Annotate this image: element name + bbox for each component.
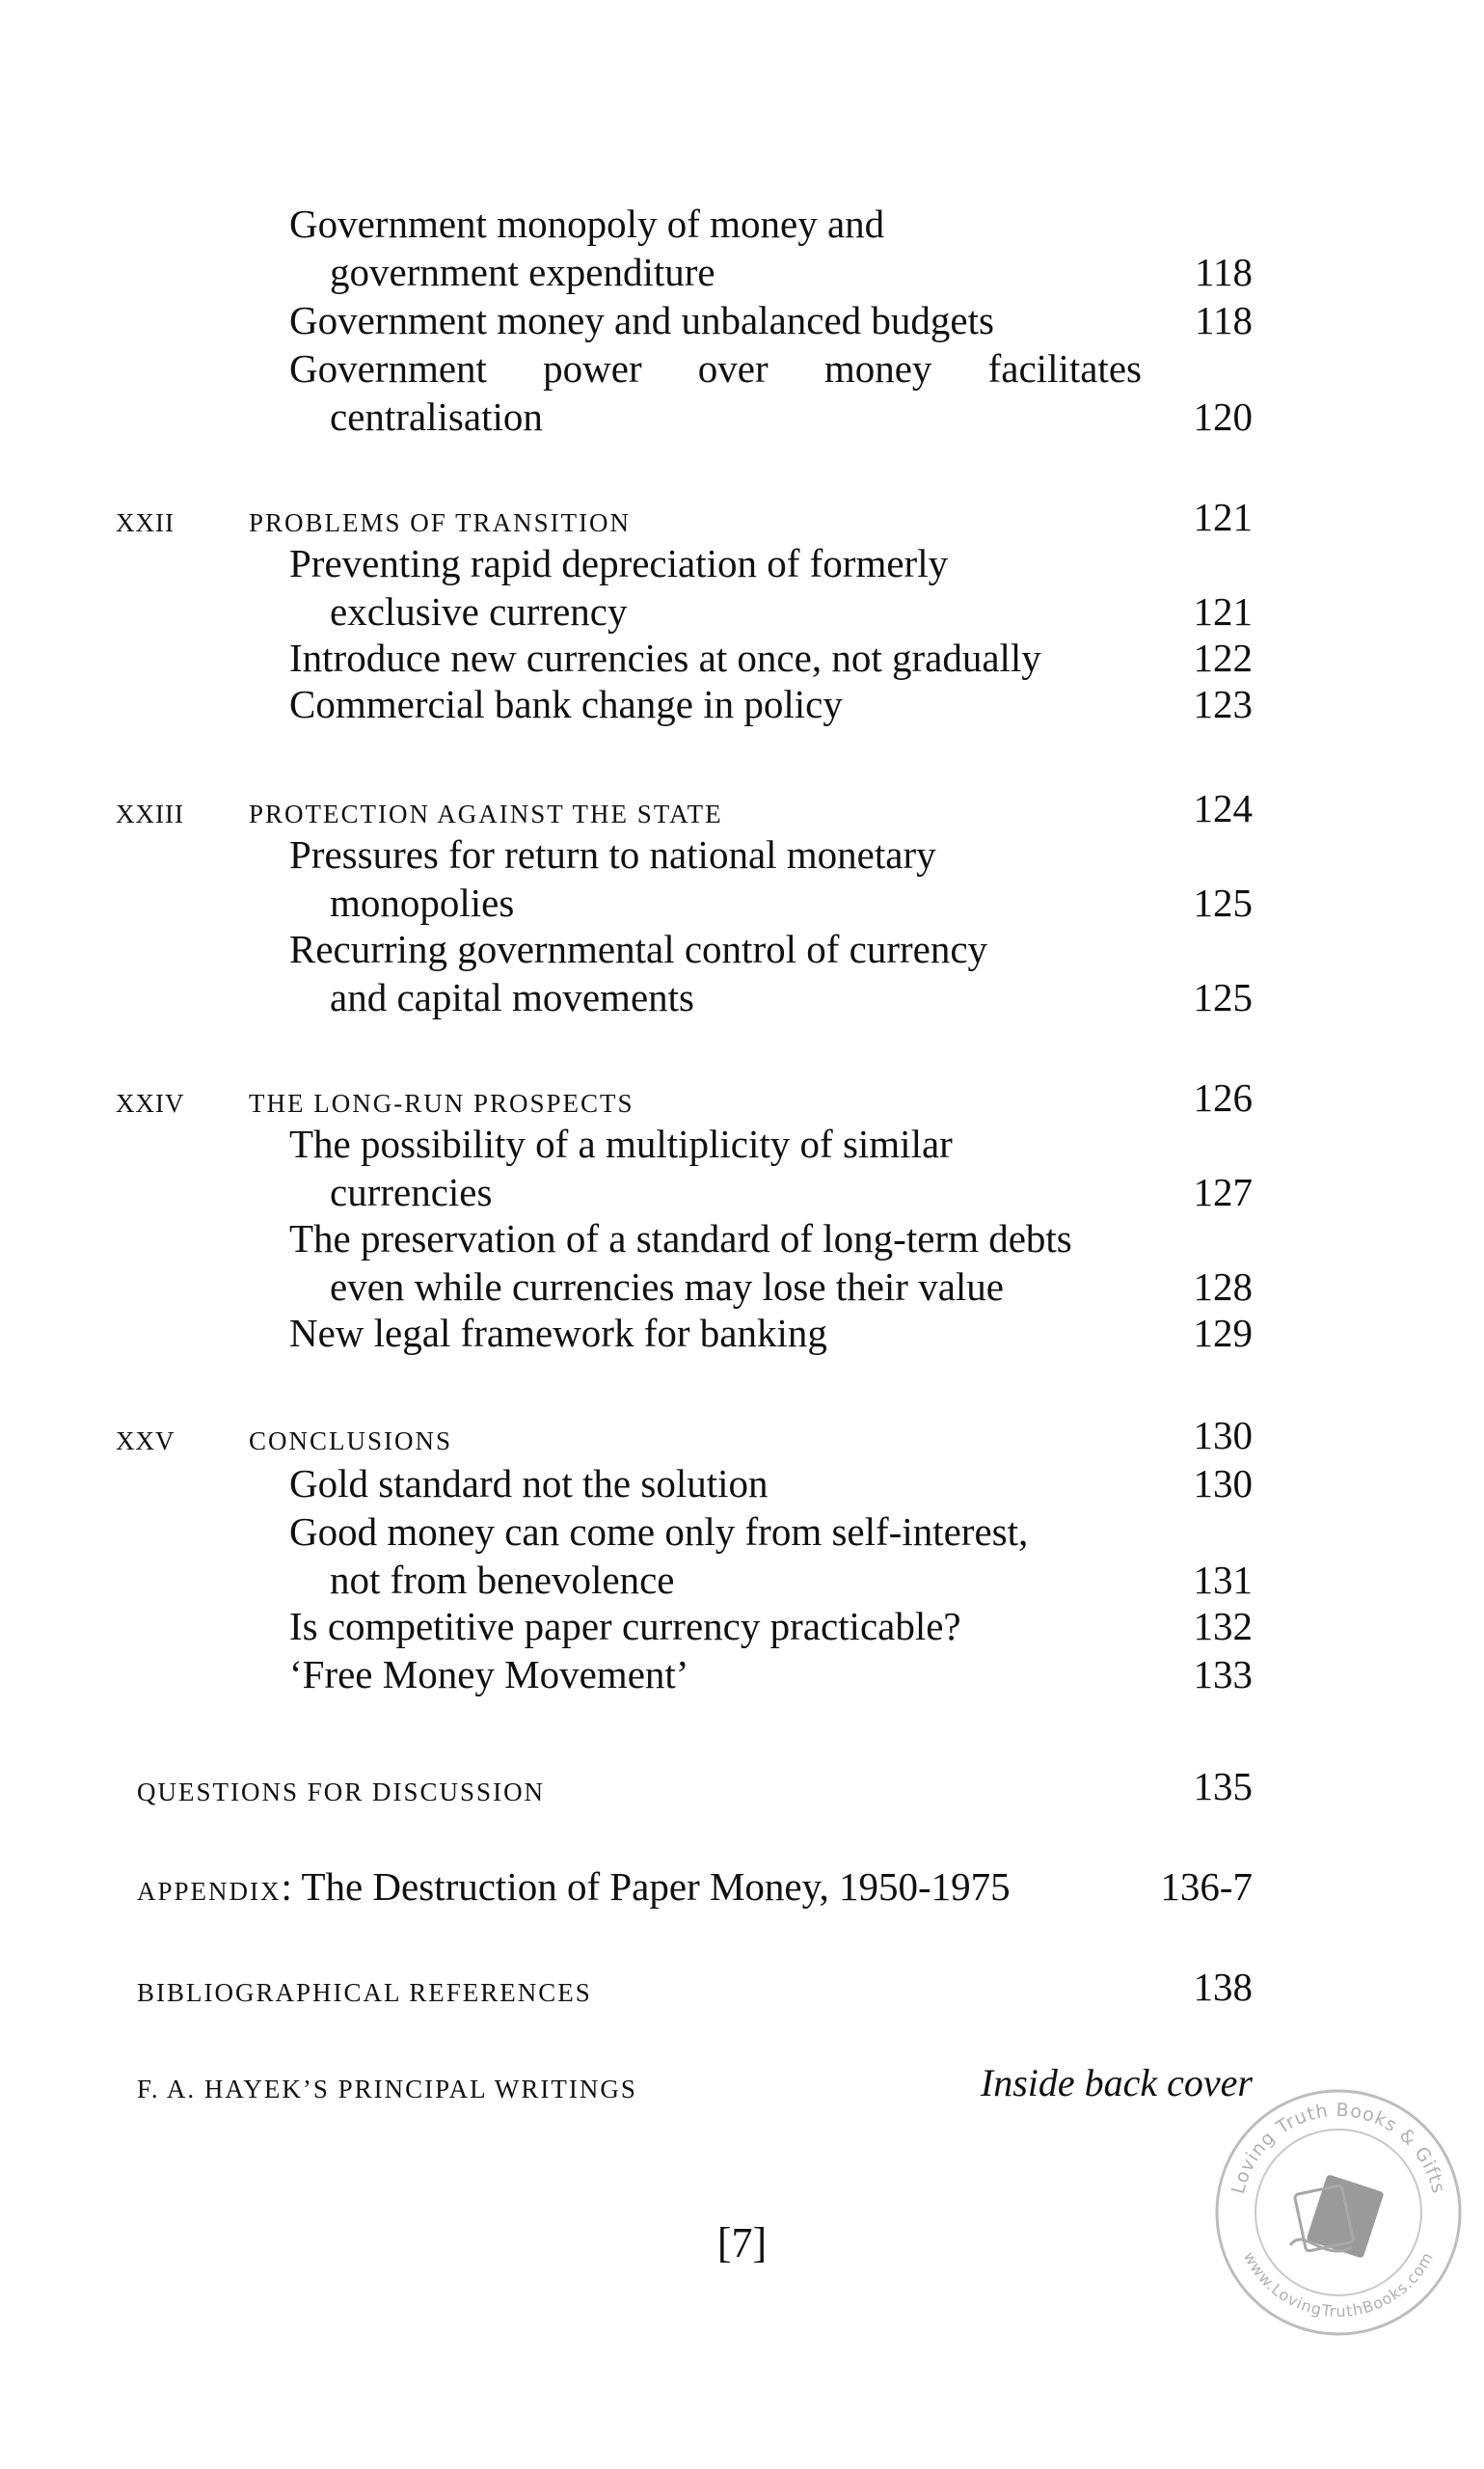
appendix-title [137, 1861, 1011, 1916]
chapter-title: PROTECTION AGAINST THE STATE [249, 800, 723, 828]
subentry-text: Recurring governmental control of currency [289, 927, 988, 971]
page-number: 133 [1193, 1652, 1253, 1696]
page-number: 129 [1193, 1311, 1253, 1355]
appendix-text: The Destruction of Paper Money, 1950-1975 [301, 1864, 1011, 1909]
subentry-text: not from benevolence [330, 1558, 675, 1602]
page-number: 138 [1193, 1965, 1253, 2009]
page-number: 136-7 [1160, 1864, 1253, 1909]
section-title: QUESTIONS FOR DISCUSSION [137, 1777, 546, 1806]
word: facilitates [987, 346, 1142, 391]
toc-subentry [0, 1506, 1484, 1557]
page-number: 135 [1193, 1764, 1253, 1808]
subentry-text-justified [289, 343, 1142, 393]
page-number: 120 [1193, 394, 1253, 439]
toc-subentry [0, 343, 1484, 393]
page-number: 121 [1193, 495, 1253, 539]
word: over [697, 346, 769, 391]
page-number: 121 [1193, 589, 1253, 634]
page-reference: Inside back cover [980, 2061, 1253, 2104]
page-number: 130 [1193, 1461, 1253, 1506]
toc-appendix [0, 1861, 1484, 1912]
subentry-text: even while currencies may lose their value [330, 1264, 1004, 1309]
word: Government [289, 346, 487, 391]
page-number: 118 [1195, 250, 1253, 294]
toc-subentry [0, 295, 1484, 345]
subentry-text: The possibility of a multiplicity of similar [289, 1122, 953, 1166]
toc-subentry [0, 633, 1484, 683]
subentry-text: centralisation [330, 394, 543, 439]
subentry-text: and capital movements [330, 975, 694, 1019]
toc-subentry [0, 1458, 1484, 1508]
word: power [543, 346, 642, 391]
toc-bibliography [0, 1962, 1484, 2012]
toc-subentry [0, 972, 1484, 1022]
subentry-text: Preventing rapid depreciation of formerly [289, 541, 949, 585]
toc-subentry [0, 1167, 1484, 1217]
chapter-title: CONCLUSIONS [249, 1426, 453, 1455]
toc-subentry [0, 679, 1484, 729]
page-number: 132 [1193, 1604, 1253, 1648]
toc-chapter-xxii [0, 492, 1484, 542]
word: money [823, 346, 932, 391]
subentry-text: New legal framework for banking [289, 1311, 827, 1355]
toc-subentry [0, 924, 1484, 974]
subentry-text: currencies [330, 1170, 493, 1214]
subentry-text: Gold standard not the solution [289, 1461, 769, 1506]
toc-subentry [0, 1649, 1484, 1699]
section-title: F. A. HAYEK’S PRINCIPAL WRITINGS [137, 2075, 637, 2103]
page-number: 131 [1193, 1558, 1253, 1602]
toc-subentry [0, 878, 1484, 928]
toc-subentry [0, 829, 1484, 880]
page-number: 125 [1193, 881, 1253, 925]
page-number: 126 [1193, 1075, 1253, 1120]
toc-subentry [0, 1308, 1484, 1358]
subentry-text: monopolies [330, 881, 515, 925]
page-number: 123 [1193, 682, 1253, 726]
toc-subentry [0, 1262, 1484, 1312]
toc-subentry [0, 247, 1484, 297]
section-title: BIBLIOGRAPHICAL REFERENCES [137, 1978, 592, 2007]
subentry-text: ‘Free Money Movement’ [289, 1652, 689, 1696]
subentry-text: government expenditure [330, 250, 715, 294]
toc-subentry [0, 538, 1484, 588]
toc-chapter-xxv [0, 1410, 1484, 1460]
stamp-bottom-text: www.LovingTruthBooks.com [1239, 2248, 1438, 2321]
page-number: 130 [1193, 1413, 1253, 1457]
book-stack-icon [1290, 2174, 1385, 2259]
chapter-title: PROBLEMS OF TRANSITION [249, 508, 632, 537]
toc-subentry [0, 199, 1484, 249]
subentry-text: Government money and unbalanced budgets [289, 298, 994, 342]
stamp-top-text: Loving Truth Books & Gifts [1228, 2099, 1449, 2196]
page-number: 118 [1195, 298, 1253, 342]
toc-subentry [0, 1119, 1484, 1169]
toc-chapter-xxiii [0, 783, 1484, 833]
toc-subentry [0, 1601, 1484, 1651]
chapter-number: XXIV [116, 1089, 185, 1118]
toc-subentry [0, 392, 1484, 442]
page-number: 124 [1193, 786, 1253, 830]
bookstore-stamp [1207, 2081, 1470, 2344]
toc-questions [0, 1761, 1484, 1811]
chapter-number: XXII [116, 508, 175, 537]
toc-chapter-xxiv [0, 1072, 1484, 1123]
chapter-number: XXIII [116, 800, 184, 828]
subentry-text: Pressures for return to national monetary [289, 832, 936, 877]
appendix-label: APPENDIX [137, 1877, 282, 1906]
subentry-text: Good money can come only from self-interest, [289, 1509, 1029, 1554]
page-number: 128 [1193, 1264, 1253, 1309]
chapter-title: THE LONG-RUN PROSPECTS [249, 1089, 634, 1118]
subentry-text: exclusive currency [330, 589, 628, 634]
subentry-text: The preservation of a standard of long-term debts [289, 1216, 1072, 1261]
page-number: 122 [1193, 636, 1253, 680]
page-number: 127 [1193, 1170, 1253, 1214]
subentry-text: Introduce new currencies at once, not gradually [289, 636, 1041, 680]
subentry-text: Commercial bank change in policy [289, 682, 843, 726]
toc-subentry [0, 1555, 1484, 1605]
subentry-text: Is competitive paper currency practicable? [289, 1604, 961, 1648]
appendix-separator: : [281, 1864, 292, 1909]
toc-subentry [0, 1213, 1484, 1263]
page-number: 125 [1193, 975, 1253, 1019]
subentry-text: Government monopoly of money and [289, 202, 885, 246]
toc-subentry [0, 586, 1484, 637]
page-folio: [7] [716, 2219, 768, 2266]
chapter-number: XXV [116, 1426, 175, 1455]
